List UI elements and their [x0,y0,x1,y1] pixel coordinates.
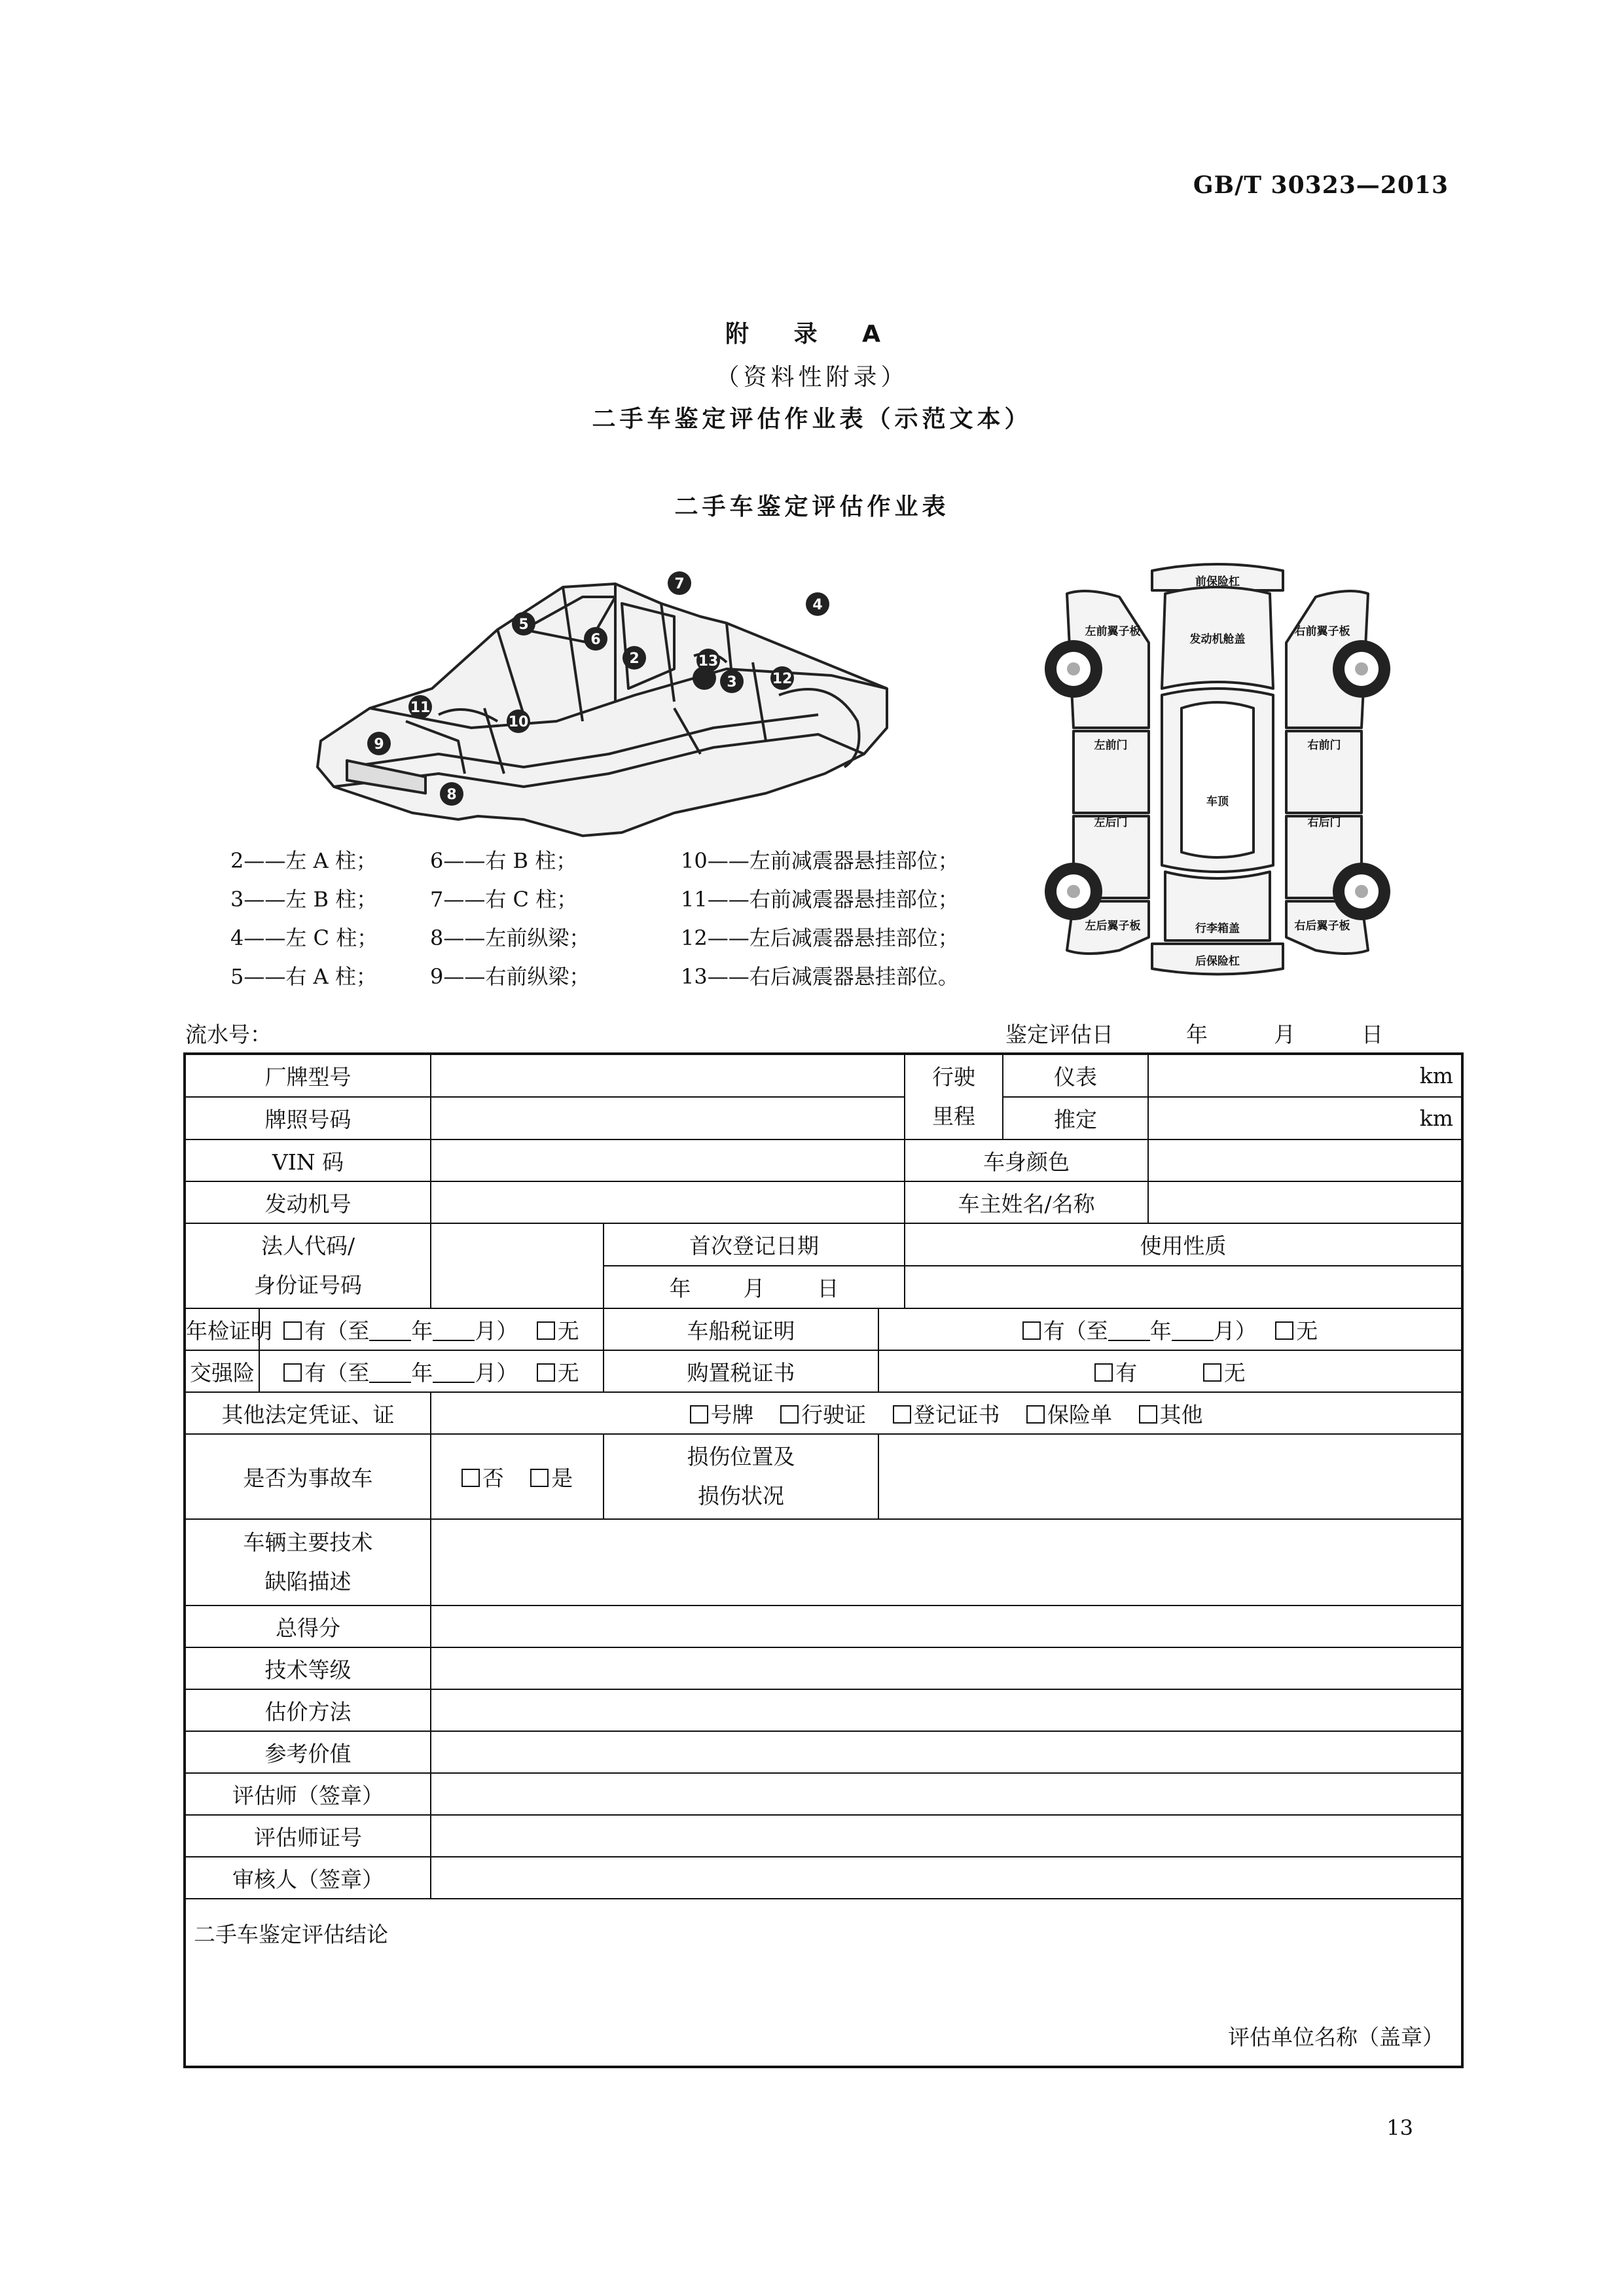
legend-item: 10——左前减震器悬挂部位； [681,848,959,873]
appendix-title: 附 录 A [725,321,899,348]
label-left-rear-door: 左后门 [1094,816,1128,829]
checkbox[interactable] [530,1469,549,1487]
vin-label: VIN 码 [185,1139,431,1181]
legend-item: 3——左 B 柱； [230,887,378,912]
checkbox[interactable] [1094,1363,1113,1382]
valuation-method-field[interactable] [431,1689,1462,1731]
form-title: 二手车鉴定评估作业表 [674,493,950,520]
checkbox[interactable] [1139,1405,1157,1424]
first-registration-field[interactable]: 年 月 日 [604,1266,905,1308]
date-day: 日 [1362,1022,1383,1047]
diagram-number-13: 13 [698,653,719,670]
engine-number-label: 发动机号 [185,1181,431,1223]
legend-item: 13——右后减震器悬挂部位。 [681,964,959,989]
body-color-label: 车身颜色 [905,1139,1148,1181]
reference-value-field[interactable] [431,1731,1462,1773]
legend-item: 7——右 C 柱； [430,887,578,912]
plate-number-field[interactable] [431,1097,905,1139]
org-seal-label: 评估单位名称（盖章） [1228,2024,1445,2050]
date-year: 年 [1186,1022,1208,1047]
vin-field[interactable] [431,1139,905,1181]
vessel-tax-options[interactable]: 有（至 年 月） 无 [878,1308,1462,1350]
checkbox[interactable] [893,1405,911,1424]
diagram-number-10: 10 [508,714,529,730]
label-right-front-door: 右前门 [1307,739,1341,752]
other-docs-label: 其他法定凭证、证 [185,1392,431,1434]
use-nature-label: 使用性质 [905,1223,1462,1266]
checkbox[interactable] [780,1405,799,1424]
label-rear-bumper: 后保险杠 [1195,955,1240,968]
appraiser-cert-label: 评估师证号 [185,1815,431,1857]
defects-field[interactable] [431,1519,1462,1605]
damage-label: 损伤位置及 损伤状况 [604,1434,878,1519]
compulsory-insurance-label: 交强险 [185,1350,259,1392]
estimated-mileage-field[interactable]: km [1148,1097,1462,1139]
legend-item: 9——右前纵梁； [430,964,590,989]
diagram-number-3: 3 [727,674,737,691]
label-hood: 发动机舱盖 [1189,633,1246,646]
estimated-label: 推定 [1003,1097,1148,1139]
body-color-field[interactable] [1148,1139,1462,1181]
reviewer-sign-field[interactable] [431,1857,1462,1899]
compulsory-insurance-options[interactable]: 有（至 年 月） 无 [259,1350,604,1392]
use-nature-field[interactable] [905,1266,1462,1308]
diagram-number-7: 7 [674,576,685,592]
purchase-tax-label: 购置税证书 [604,1350,878,1392]
other-docs-options[interactable]: 号牌 行驶证 登记证书 保险单 其他 [431,1392,1462,1434]
mileage-label: 行驶 里程 [905,1054,1003,1139]
diagram-number-12: 12 [772,671,793,687]
tech-grade-label: 技术等级 [185,1647,431,1689]
checkbox[interactable] [283,1363,302,1382]
plate-number-label: 牌照号码 [185,1097,431,1139]
serial-number-label: 流水号： [185,1022,272,1047]
label-front-bumper: 前保险杠 [1195,575,1240,588]
damage-field[interactable] [878,1434,1462,1519]
appraisal-form [183,1052,1464,2068]
appraisal-date-label: 鉴定评估日 [1005,1022,1113,1047]
owner-name-field[interactable] [1148,1181,1462,1223]
label-right-rear-door: 右后门 [1307,816,1341,829]
conclusion-label: 二手车鉴定评估结论 [194,1922,388,1947]
panel-layout-diagram [1047,558,1388,983]
date-month: 月 [1274,1022,1295,1047]
brand-model-field[interactable] [431,1054,905,1097]
reference-value-label: 参考价值 [185,1731,431,1773]
label-left-rear-fender: 左后翼子板 [1085,920,1141,933]
standard-number: GB/T 30323—2013 [1193,171,1449,199]
legend-item: 2——左 A 柱； [230,848,377,873]
diagram-number-9: 9 [374,736,384,753]
label-trunk: 行李箱盖 [1195,922,1240,935]
conclusion-field[interactable] [185,1899,1462,2067]
checkbox[interactable] [537,1321,555,1340]
appraiser-sign-field[interactable] [431,1773,1462,1815]
label-left-front-door: 左前门 [1094,739,1128,752]
diagram-legend [230,842,1021,996]
diagram-number-6: 6 [590,632,601,648]
page-number: 13 [1386,2115,1413,2140]
meter-label: 仪表 [1003,1054,1148,1097]
brand-model-label: 厂牌型号 [185,1054,431,1097]
appraisal-date [1005,1018,1383,1049]
legend-item: 11——右前减震器悬挂部位； [681,887,959,912]
legend-item: 6——右 B 柱； [430,848,577,873]
diagram-number-4: 4 [812,597,823,613]
checkbox[interactable] [1203,1363,1221,1382]
diagram-number-8: 8 [446,787,457,803]
legend-item: 8——左前纵梁； [430,925,590,950]
diagram-number-11: 11 [410,700,431,716]
body-structure-diagram [308,558,897,839]
label-right-front-fender: 右前翼子板 [1294,625,1350,638]
diagram-number-5: 5 [518,617,529,633]
accident-car-label: 是否为事故车 [185,1434,431,1519]
purchase-tax-options[interactable]: 有 无 [878,1350,1462,1392]
appraiser-sign-label: 评估师（签章） [185,1773,431,1815]
checkbox[interactable] [1275,1321,1293,1340]
total-score-field[interactable] [431,1605,1462,1647]
checkbox[interactable] [690,1405,708,1424]
defects-label: 车辆主要技术 缺陷描述 [185,1519,431,1605]
accident-car-options[interactable]: 否 是 [431,1434,604,1519]
inspection-cert-options[interactable]: 有（至 年 月） 无 [259,1308,604,1350]
engine-number-field[interactable] [431,1181,905,1223]
legal-code-field[interactable] [431,1223,604,1308]
appendix-subtitle: （资料性附录） [715,364,909,391]
legend-item: 4——左 C 柱； [230,925,378,950]
first-registration-label: 首次登记日期 [604,1223,905,1266]
checkbox[interactable] [283,1321,302,1340]
vessel-tax-label: 车船税证明 [604,1308,878,1350]
checkbox[interactable] [1026,1405,1045,1424]
appraiser-cert-field[interactable] [431,1815,1462,1857]
meter-mileage-field[interactable]: km [1148,1054,1462,1097]
checkbox[interactable] [1022,1321,1041,1340]
diagram-number-2: 2 [629,651,640,667]
inspection-cert-label: 年检证明 [185,1308,259,1350]
appendix-heading: 二手车鉴定评估作业表（示范文本） [592,406,1032,433]
checkbox[interactable] [537,1363,555,1382]
legal-code-label: 法人代码/ 身份证号码 [185,1223,431,1308]
checkbox[interactable] [461,1469,480,1487]
owner-name-label: 车主姓名/名称 [905,1181,1148,1223]
legend-item: 5——右 A 柱； [230,964,377,989]
label-roof: 车顶 [1206,795,1229,808]
tech-grade-field[interactable] [431,1647,1462,1689]
reviewer-sign-label: 审核人（签章） [185,1857,431,1899]
total-score-label: 总得分 [185,1605,431,1647]
label-right-rear-fender: 右后翼子板 [1294,920,1350,933]
label-left-front-fender: 左前翼子板 [1085,625,1141,638]
legend-item: 12——左后减震器悬挂部位； [681,925,959,950]
valuation-method-label: 估价方法 [185,1689,431,1731]
